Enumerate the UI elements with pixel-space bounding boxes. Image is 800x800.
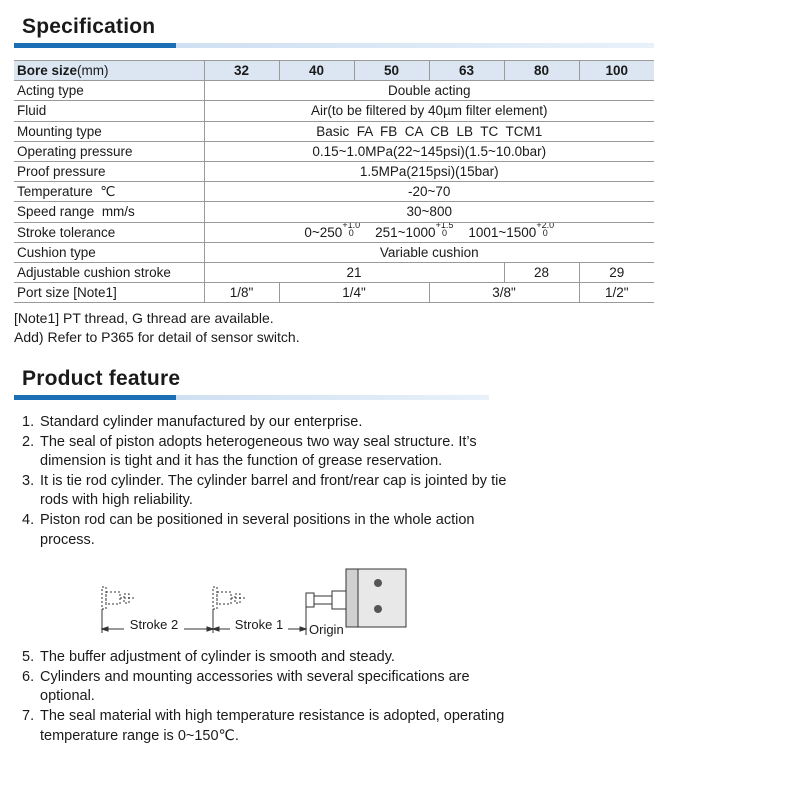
- port-size-value: 1/2": [579, 283, 654, 303]
- table-row: [14, 262, 654, 282]
- port-size-value: 3/8": [429, 283, 579, 303]
- specification-title-bar: [14, 43, 654, 48]
- rod-end-ghost-2: [102, 587, 134, 609]
- list-item: 7. The seal material with high temperature resistance is adopted, operating temperature range is 0~150℃.: [22, 707, 505, 744]
- mounting-type-label: Mounting type: [14, 121, 204, 141]
- fluid-value: Air(to be filtered by 40µm filter element): [204, 101, 654, 121]
- specification-table: [14, 60, 654, 303]
- bore-80: 80: [504, 61, 579, 81]
- list-item: 1. Standard cylinder manufactured by our enterprise.: [22, 414, 363, 430]
- operating-pressure-value: 0.15~1.0MPa(22~145psi)(1.5~10.0bar): [204, 141, 654, 161]
- list-item: 2. The seal of piston adopts heterogeneous two way seal structure. It’s dimension is tight and it has the function of grease reservation.: [22, 433, 477, 470]
- proof-pressure-label: Proof pressure: [14, 161, 204, 181]
- bore-32: 32: [204, 61, 279, 81]
- stroke-tolerance-item: 0~250 $^{+1.0 0}$: [304, 222, 361, 240]
- stroke-2-label: Stroke 2: [129, 617, 179, 632]
- adjustable-cushion-stroke-value: 21: [204, 262, 504, 282]
- port-size-value: 1/8": [204, 283, 279, 303]
- speed-range-label: Speed range mm/s: [14, 202, 204, 222]
- bore-50: 50: [354, 61, 429, 81]
- note-2: Add) Refer to P365 for detail of sensor switch.: [14, 329, 300, 345]
- origin-label: Origin: [309, 622, 344, 637]
- table-row: [14, 81, 654, 101]
- cushion-type-value: Variable cushion: [204, 242, 654, 262]
- cushion-type-label: Cushion type: [14, 242, 204, 262]
- table-row: [14, 242, 654, 262]
- temperature-value: -20~70: [204, 182, 654, 202]
- rod-end-ghost-1: [213, 587, 246, 609]
- table-row: [14, 101, 654, 121]
- list-item: 4. Piston rod can be positioned in several positions in the whole action process.: [22, 511, 475, 548]
- table-row: [14, 182, 654, 202]
- adjustable-cushion-stroke-value: 28: [504, 262, 579, 282]
- stroke-1-label: Stroke 1: [234, 617, 284, 632]
- speed-range-value: 30~800: [204, 202, 654, 222]
- table-row: [14, 121, 654, 141]
- list-item: 5. The buffer adjustment of cylinder is smooth and steady.: [22, 649, 395, 666]
- stroke-tolerance-label: Stroke tolerance: [14, 222, 204, 242]
- table-row: [14, 283, 654, 303]
- specification-title: Specification: [22, 15, 156, 38]
- table-row: [14, 161, 654, 181]
- mounting-type-value: Basic FA FB CA CB LB TC TCM1: [204, 121, 654, 141]
- port-size-value: 1/4": [279, 283, 429, 303]
- adjustable-cushion-stroke-value: 29: [579, 262, 654, 282]
- acting-type-label: Acting type: [14, 81, 204, 101]
- stroke-tolerance-value: [204, 222, 654, 242]
- piston-position-diagram: [96, 565, 416, 645]
- table-header-row: [14, 61, 654, 81]
- table-row: [14, 202, 654, 222]
- table-row: [14, 141, 654, 161]
- port-size-label: Port size [Note1]: [14, 283, 204, 303]
- bore-size-label: Bore size(mm): [14, 61, 204, 81]
- fluid-label: Fluid: [14, 101, 204, 121]
- list-item: 3. It is tie rod cylinder. The cylinder barrel and front/rear cap is jointed by tie rods with high reliability.: [22, 472, 507, 509]
- note-1: [Note1] PT thread, G thread are available.: [14, 310, 274, 326]
- proof-pressure-value: 1.5MPa(215psi)(15bar): [204, 161, 654, 181]
- operating-pressure-label: Operating pressure: [14, 141, 204, 161]
- list-item: 6. Cylinders and mounting accessories with several specifications are optional.: [22, 668, 470, 705]
- stroke-tolerance-item: 251~1000 $^{+1.5 0}$: [375, 222, 454, 240]
- temperature-label: Temperature ℃: [14, 182, 204, 202]
- product-feature-title: Product feature: [22, 367, 181, 390]
- adjustable-cushion-stroke-label: Adjustable cushion stroke: [14, 262, 204, 282]
- table-row: [14, 222, 654, 242]
- stroke-tolerance-item: 1001~1500 $^{+2.0 0}$: [468, 222, 555, 240]
- cylinder-origin: [306, 569, 406, 627]
- bore-100: 100: [579, 61, 654, 81]
- product-feature-title-bar: [14, 395, 489, 400]
- acting-type-value: Double acting: [204, 81, 654, 101]
- bore-63: 63: [429, 61, 504, 81]
- bore-40: 40: [279, 61, 354, 81]
